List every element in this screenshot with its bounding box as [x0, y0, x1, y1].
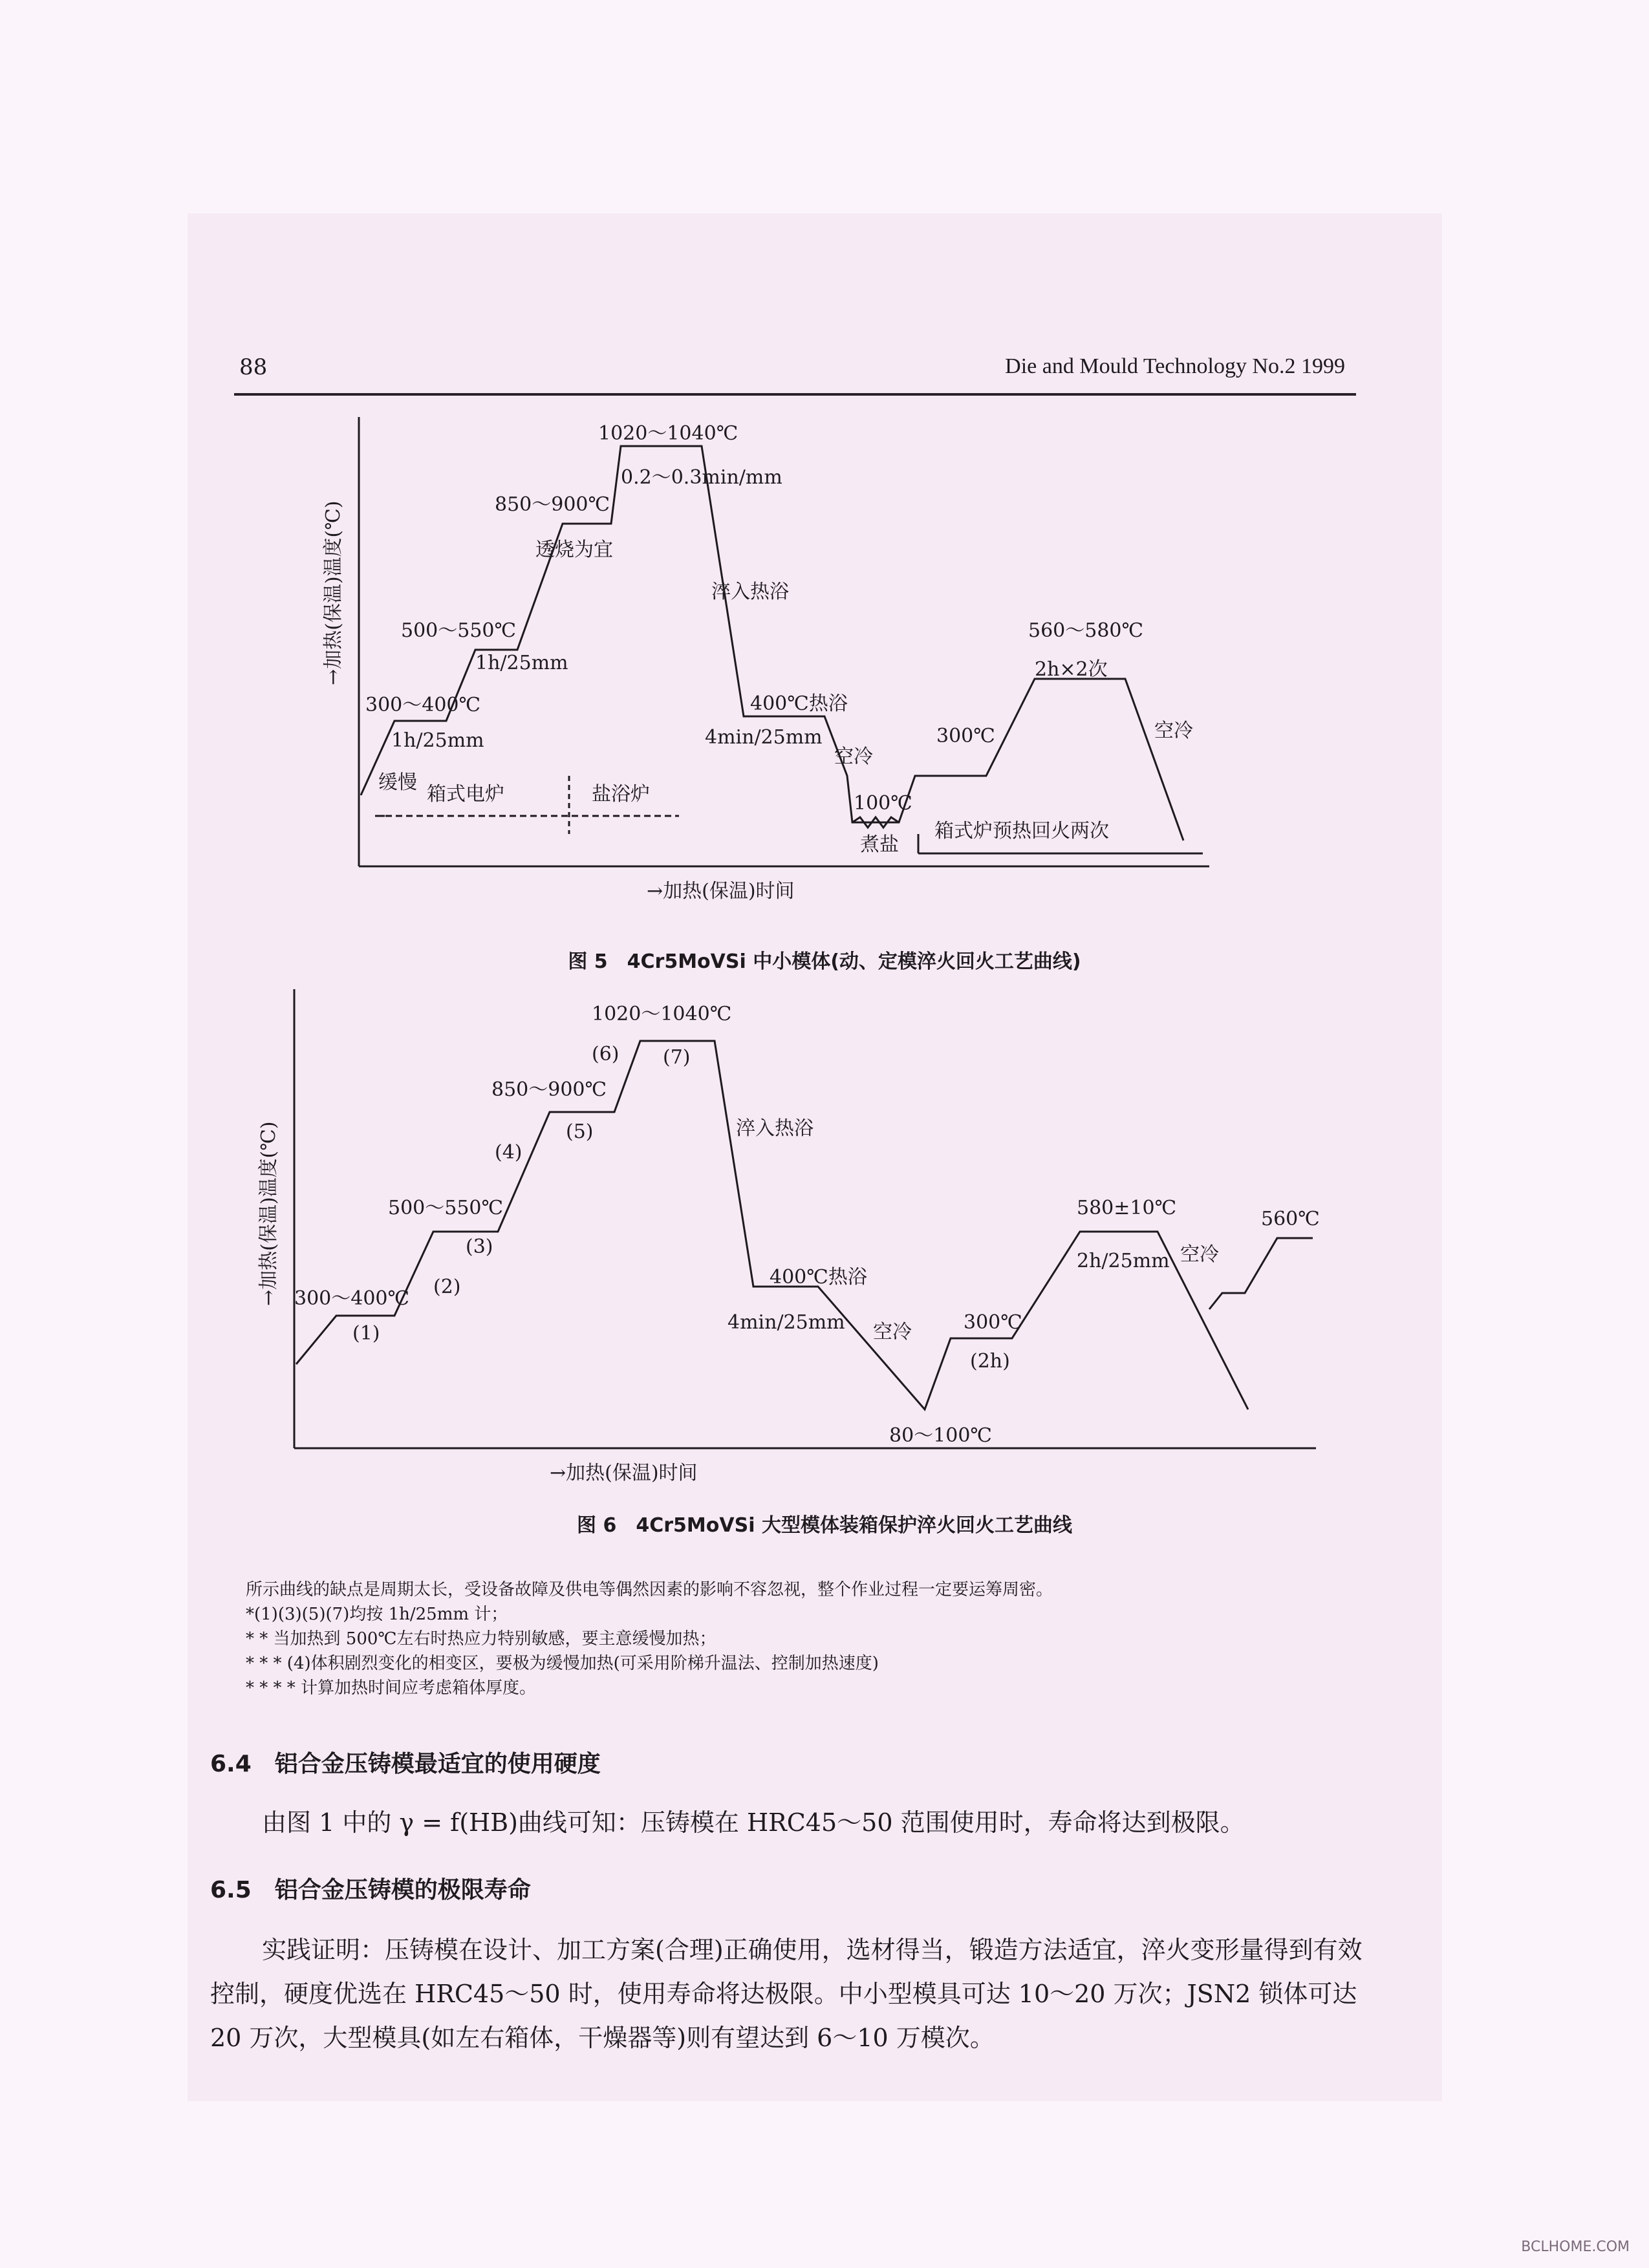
- fig6-label: 850～900℃: [491, 1078, 607, 1101]
- fig5-label: 2h×2次: [1035, 658, 1108, 681]
- fig5-label: 箱式电炉: [427, 783, 504, 806]
- fig6-label: 2h/25mm: [1077, 1250, 1170, 1272]
- section-6-5-body: [210, 1928, 1368, 2060]
- fig5-y-axis-label: →加热(保温)温度(℃): [322, 500, 345, 685]
- figure5-diagram: [0, 401, 1649, 905]
- fig5-label: 盐浴炉: [592, 783, 650, 806]
- fig6-label: 580±10℃: [1077, 1197, 1177, 1219]
- fig6-label: (2): [433, 1276, 461, 1298]
- fig6-label: 1020～1040℃: [592, 1003, 732, 1025]
- fig5-label: 淬入热浴: [711, 581, 789, 603]
- page-number: 88: [239, 354, 268, 380]
- fig5-label: 500～550℃: [401, 619, 517, 642]
- section-6-4-text: 由图 1 中的 γ = f(HB)曲线可知：压铸模在 HRC45～50 范围使用时，寿命将达到极限。: [262, 1808, 1245, 1837]
- fig5-label: 空冷: [834, 745, 873, 768]
- fig5-label: 1h/25mm: [391, 729, 484, 752]
- note-line: * * * (4)体积剧烈变化的相变区，要极为缓慢加热(可采用阶梯升温法、控制加热速度): [246, 1654, 879, 1673]
- fig6-label: 空冷: [873, 1321, 912, 1343]
- fig6-label: 300～400℃: [294, 1287, 410, 1310]
- fig6-label: (4): [495, 1141, 523, 1164]
- fig6-label: 300℃: [964, 1311, 1022, 1334]
- note-line: * * * * 计算加热时间应考虑箱体厚度。: [246, 1678, 537, 1698]
- fig6-label: 空冷: [1180, 1243, 1219, 1266]
- fig5-label: 850～900℃: [495, 493, 610, 516]
- figure6-caption: 图 6 4Cr5MoVSi 大型模体装箱保护淬火回火工艺曲线: [577, 1514, 1072, 1537]
- figure5-curve: [361, 446, 1183, 840]
- fig5-label: 100℃: [854, 792, 912, 815]
- fig5-label: 560～580℃: [1028, 619, 1144, 642]
- fig6-label: 400℃热浴: [770, 1266, 867, 1289]
- figure6-curve: [296, 1041, 1248, 1409]
- fig5-label: 空冷: [1154, 720, 1193, 742]
- fig5-label: 箱式炉预热回火两次: [934, 820, 1109, 842]
- figure5-caption: 图 5 4Cr5MoVSi 中小模体(动、定模淬火回火工艺曲线): [568, 950, 1081, 973]
- section-6-5-text: 实践证明：压铸模在设计、加工方案(合理)正确使用，选材得当，锻造方法适宜，淬火变形量得到有效控制，硬度优选在 HRC45～50 时，使用寿命将达极限。中小型模具可达 10～20 万次；JSN2 锁体可达 20 万次，大型模具(如左右箱体，干燥器等)则有望达到 6～10 万模次。: [210, 1936, 1363, 2052]
- fig5-label: 400℃热浴: [750, 692, 848, 715]
- fig6-label: 淬入热浴: [736, 1117, 814, 1140]
- note-line: * * 当加热到 500℃左右时热应力特别敏感，要主意缓慢加热；: [246, 1629, 717, 1649]
- fig6-label: (2h): [970, 1350, 1010, 1373]
- fig6-label: (1): [352, 1322, 380, 1345]
- section-6-5-heading: 6.5 铝合金压铸模的极限寿命: [210, 1877, 531, 1903]
- fig6-label: (5): [566, 1120, 594, 1143]
- note-line: *(1)(3)(5)(7)均按 1h/25mm 计；: [246, 1605, 508, 1624]
- fig5-label: 煮盐: [860, 833, 899, 856]
- watermark: BCLHOME.COM: [1521, 2239, 1630, 2255]
- fig6-label: 80～100℃: [889, 1424, 992, 1447]
- fig5-label: 300℃: [936, 725, 995, 747]
- fig6-x-axis-label: →加热(保温)时间: [550, 1462, 698, 1484]
- fig5-label: 0.2～0.3min/mm: [621, 466, 782, 489]
- note-line: 所示曲线的缺点是周期太长，受设备故障及供电等偶然因素的影响不容忽视，整个作业过程一定要运筹周密。: [246, 1580, 1053, 1599]
- fig6-label: (7): [663, 1046, 691, 1069]
- fig5-label: 300～400℃: [365, 694, 481, 716]
- fig6-label: 560℃: [1261, 1208, 1320, 1230]
- fig6-label: 500～550℃: [388, 1197, 504, 1219]
- fig5-label: 1020～1040℃: [598, 422, 738, 445]
- header-rule: [234, 393, 1356, 396]
- fig5-label: 1h/25mm: [475, 652, 568, 674]
- fig6-label: (3): [466, 1236, 493, 1258]
- fig6-label: (6): [592, 1043, 620, 1065]
- fig5-label: 缓慢: [378, 771, 417, 794]
- section-6-4-heading: 6.4 铝合金压铸模最适宜的使用硬度: [210, 1751, 601, 1777]
- fig6-y-axis-label: →加热(保温)温度(℃): [257, 1121, 280, 1306]
- fig5-label: 4min/25mm: [705, 726, 823, 749]
- fig5-x-axis-label: →加热(保温)时间: [647, 880, 795, 903]
- figure-notes: [246, 1578, 1377, 1700]
- section-6-4-body: [210, 1801, 1368, 1845]
- journal-header: Die and Mould Technology No.2 1999: [1005, 354, 1345, 378]
- figure6-diagram: [0, 983, 1649, 1500]
- figure6-tail: [1209, 1238, 1313, 1309]
- fig5-label: 透烧为宜: [535, 539, 613, 561]
- fig6-label: 4min/25mm: [727, 1311, 845, 1334]
